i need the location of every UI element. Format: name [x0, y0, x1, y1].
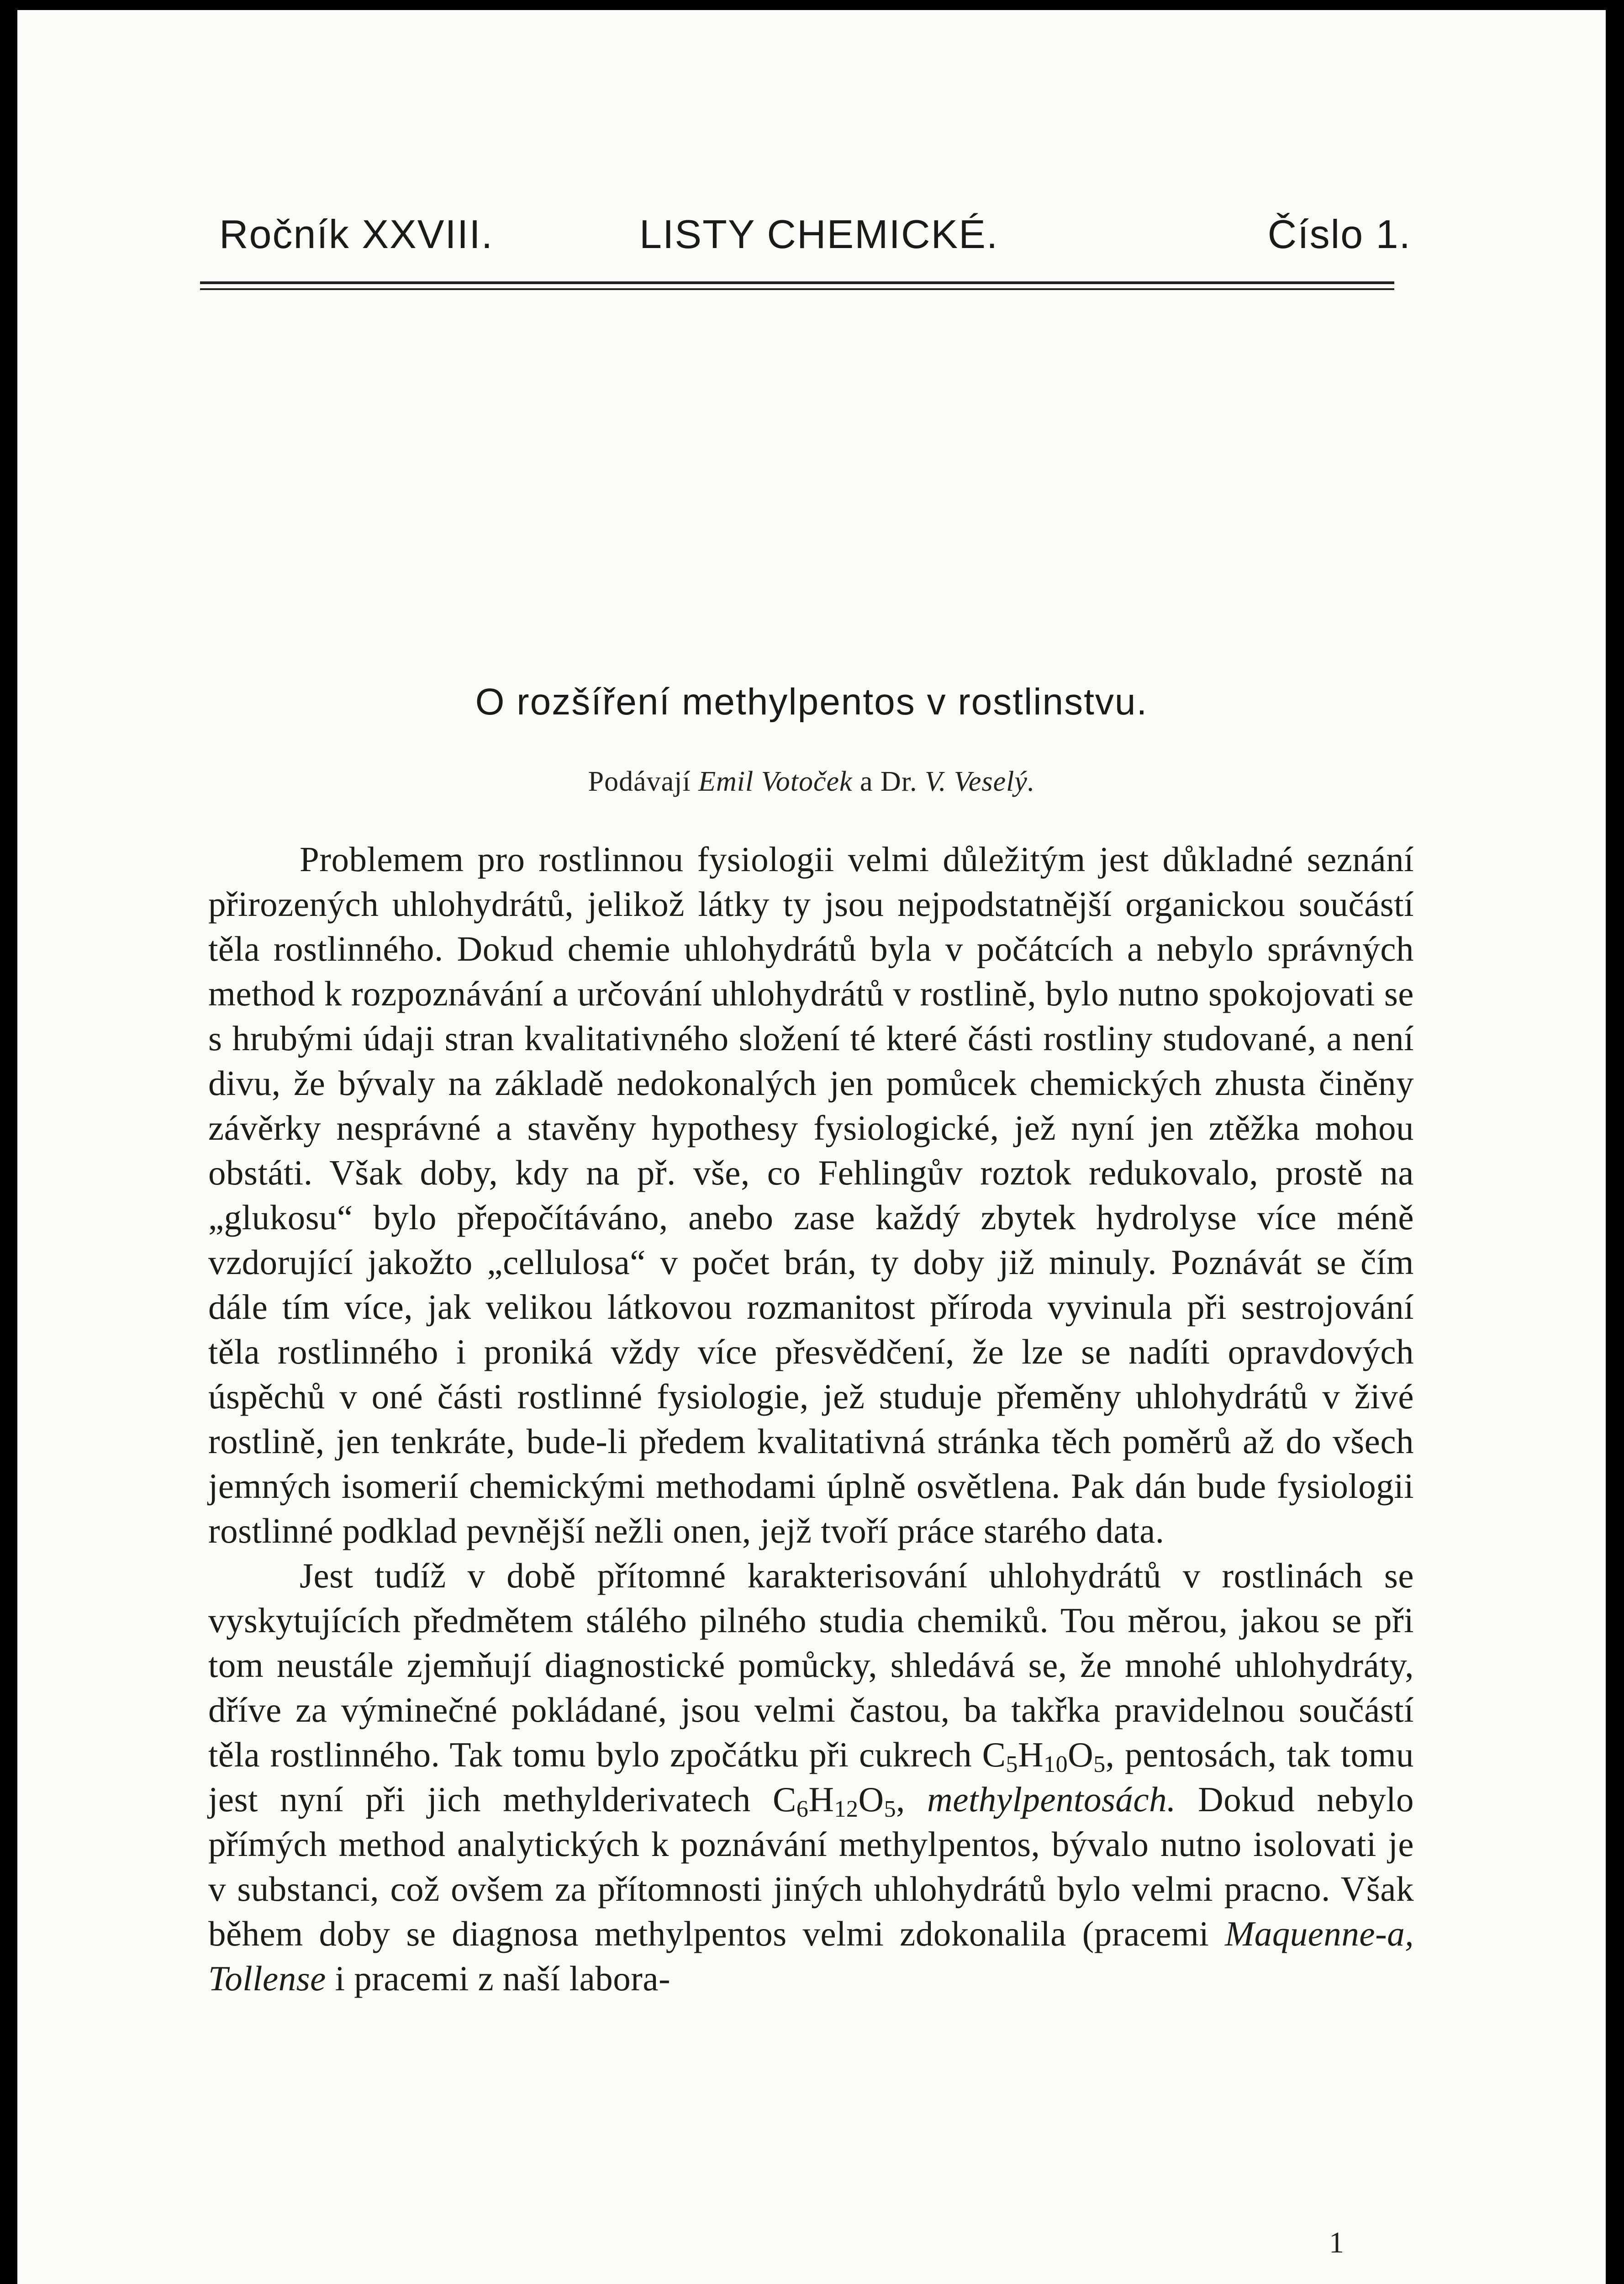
p2-text-5: i pracemi z naší labora-: [335, 1959, 671, 1998]
p2-text-3: ,: [896, 1780, 905, 1819]
term-methylpentosach: methylpentosách.: [927, 1780, 1176, 1819]
byline-conj: a: [860, 766, 873, 797]
paragraph-1: Problemem pro rostlinnou fysiologii velmi důležitým jest důkladné seznání přirozených uhlohydrátů, jelikož látky ty jsou nejpodstatnější organickou součástí těla rostlinného. Dokud chemie uhlohydrátů byla v počátcích a nebylo správných method k rozpoznávání a určování uhlohydrátů v rostlině, bylo nutno spokojovati se s hrubými údaji stran kvalitativného složení té které části rostliny studované, a není divu, že bývaly na základě nedokonalých jen pomůcek chemických zhusta činěny závěrky nesprávné a stavěny hypothesy fysiologické, jež nyní jen ztěžka mohou obstáti. Však doby, kdy na př. vše, co Fehlingův roztok redukovalo, prostě na „glukosu“ bylo přepočítáváno, anebo zase každý zbytek hydrolyse více méně vzdorující jakožto „cellulosa“ v počet brán, ty doby již minuly. Poznávát se čím dále tím více, jak velikou látkovou rozmanitost příroda vyvinula při sestrojování těla rostlinného i proniká vždy více přesvědčení, že lze se nadíti opravdových úspěchů v oné části rostlinné fysiologie, jež studuje přeměny uhlohydrátů v živé rostlině, jen tenkráte, bude-li předem kvalitativná stránka těch poměrů až do všech jemných isomerií chemickými methodami úplně osvětlena. Pak dán bude fysiologii rostlinné podklad pevnější nežli onen, jejž tvoří práce starého data.: [208, 840, 1414, 1550]
p2-text-1: Jest tudíž v době přítomné karakterisování uhlohydrátů v rostlinách se vyskytujících předmětem stálého pilného studia chemiků. Tou měrou, jakou se při tom neustále zjemňují diagnostické pomůcky, shledává se, že mnohé uhlohydráty, dříve za výminečné pokládané, jsou velmi častou, ba takřka pravidelnou součástí těla rostlinného. Tak tomu bylo zpočátku při cukrech: [208, 1556, 1414, 1774]
header-rule-thin: [200, 288, 1394, 290]
p2-text-4: Dokud nebylo přímých method analytických k poznávání methylpentos, bývalo nutno isolovati je v substanci, což ovšem za přítomnosti jiných uhlohydrátů bylo velmi pracno. Však během doby se diagnosa methylpentos velmi zdokonalila (pracemi: [208, 1780, 1414, 1953]
byline: [17, 766, 1606, 798]
cited-author-maquenne: Maquenne-a,: [1225, 1914, 1414, 1953]
header-rule-thick: [200, 281, 1394, 284]
byline-prefix: Podávají: [588, 766, 691, 797]
running-header: [219, 211, 1411, 275]
paragraph-2: [208, 1553, 1414, 2001]
p2-text-2: , pentosách, tak tomu jest nyní při jich methylderivatech: [208, 1735, 1414, 1819]
cited-author-tollens: Tollense: [208, 1959, 326, 1998]
formula-methylpentose: $C_6H_{12}O_5$: [773, 1780, 896, 1822]
page-sheet: [17, 10, 1606, 2284]
author-2: V. Veselý.: [925, 766, 1035, 797]
article-body: [208, 837, 1414, 2001]
issue-number: Číslo 1.: [1267, 211, 1411, 257]
author-1: Emil Votoček: [698, 766, 853, 797]
article-title: O rozšíření methylpentos v rostlinstvu.: [475, 681, 1148, 723]
author-2-title: Dr.: [881, 766, 917, 797]
page-number: 1: [1329, 2226, 1344, 2259]
volume-label: Ročník XXVIII.: [219, 211, 494, 257]
journal-title: LISTY CHEMICKÉ.: [639, 211, 999, 257]
formula-pentose: $C_5H_{10}O_5$: [982, 1735, 1106, 1777]
